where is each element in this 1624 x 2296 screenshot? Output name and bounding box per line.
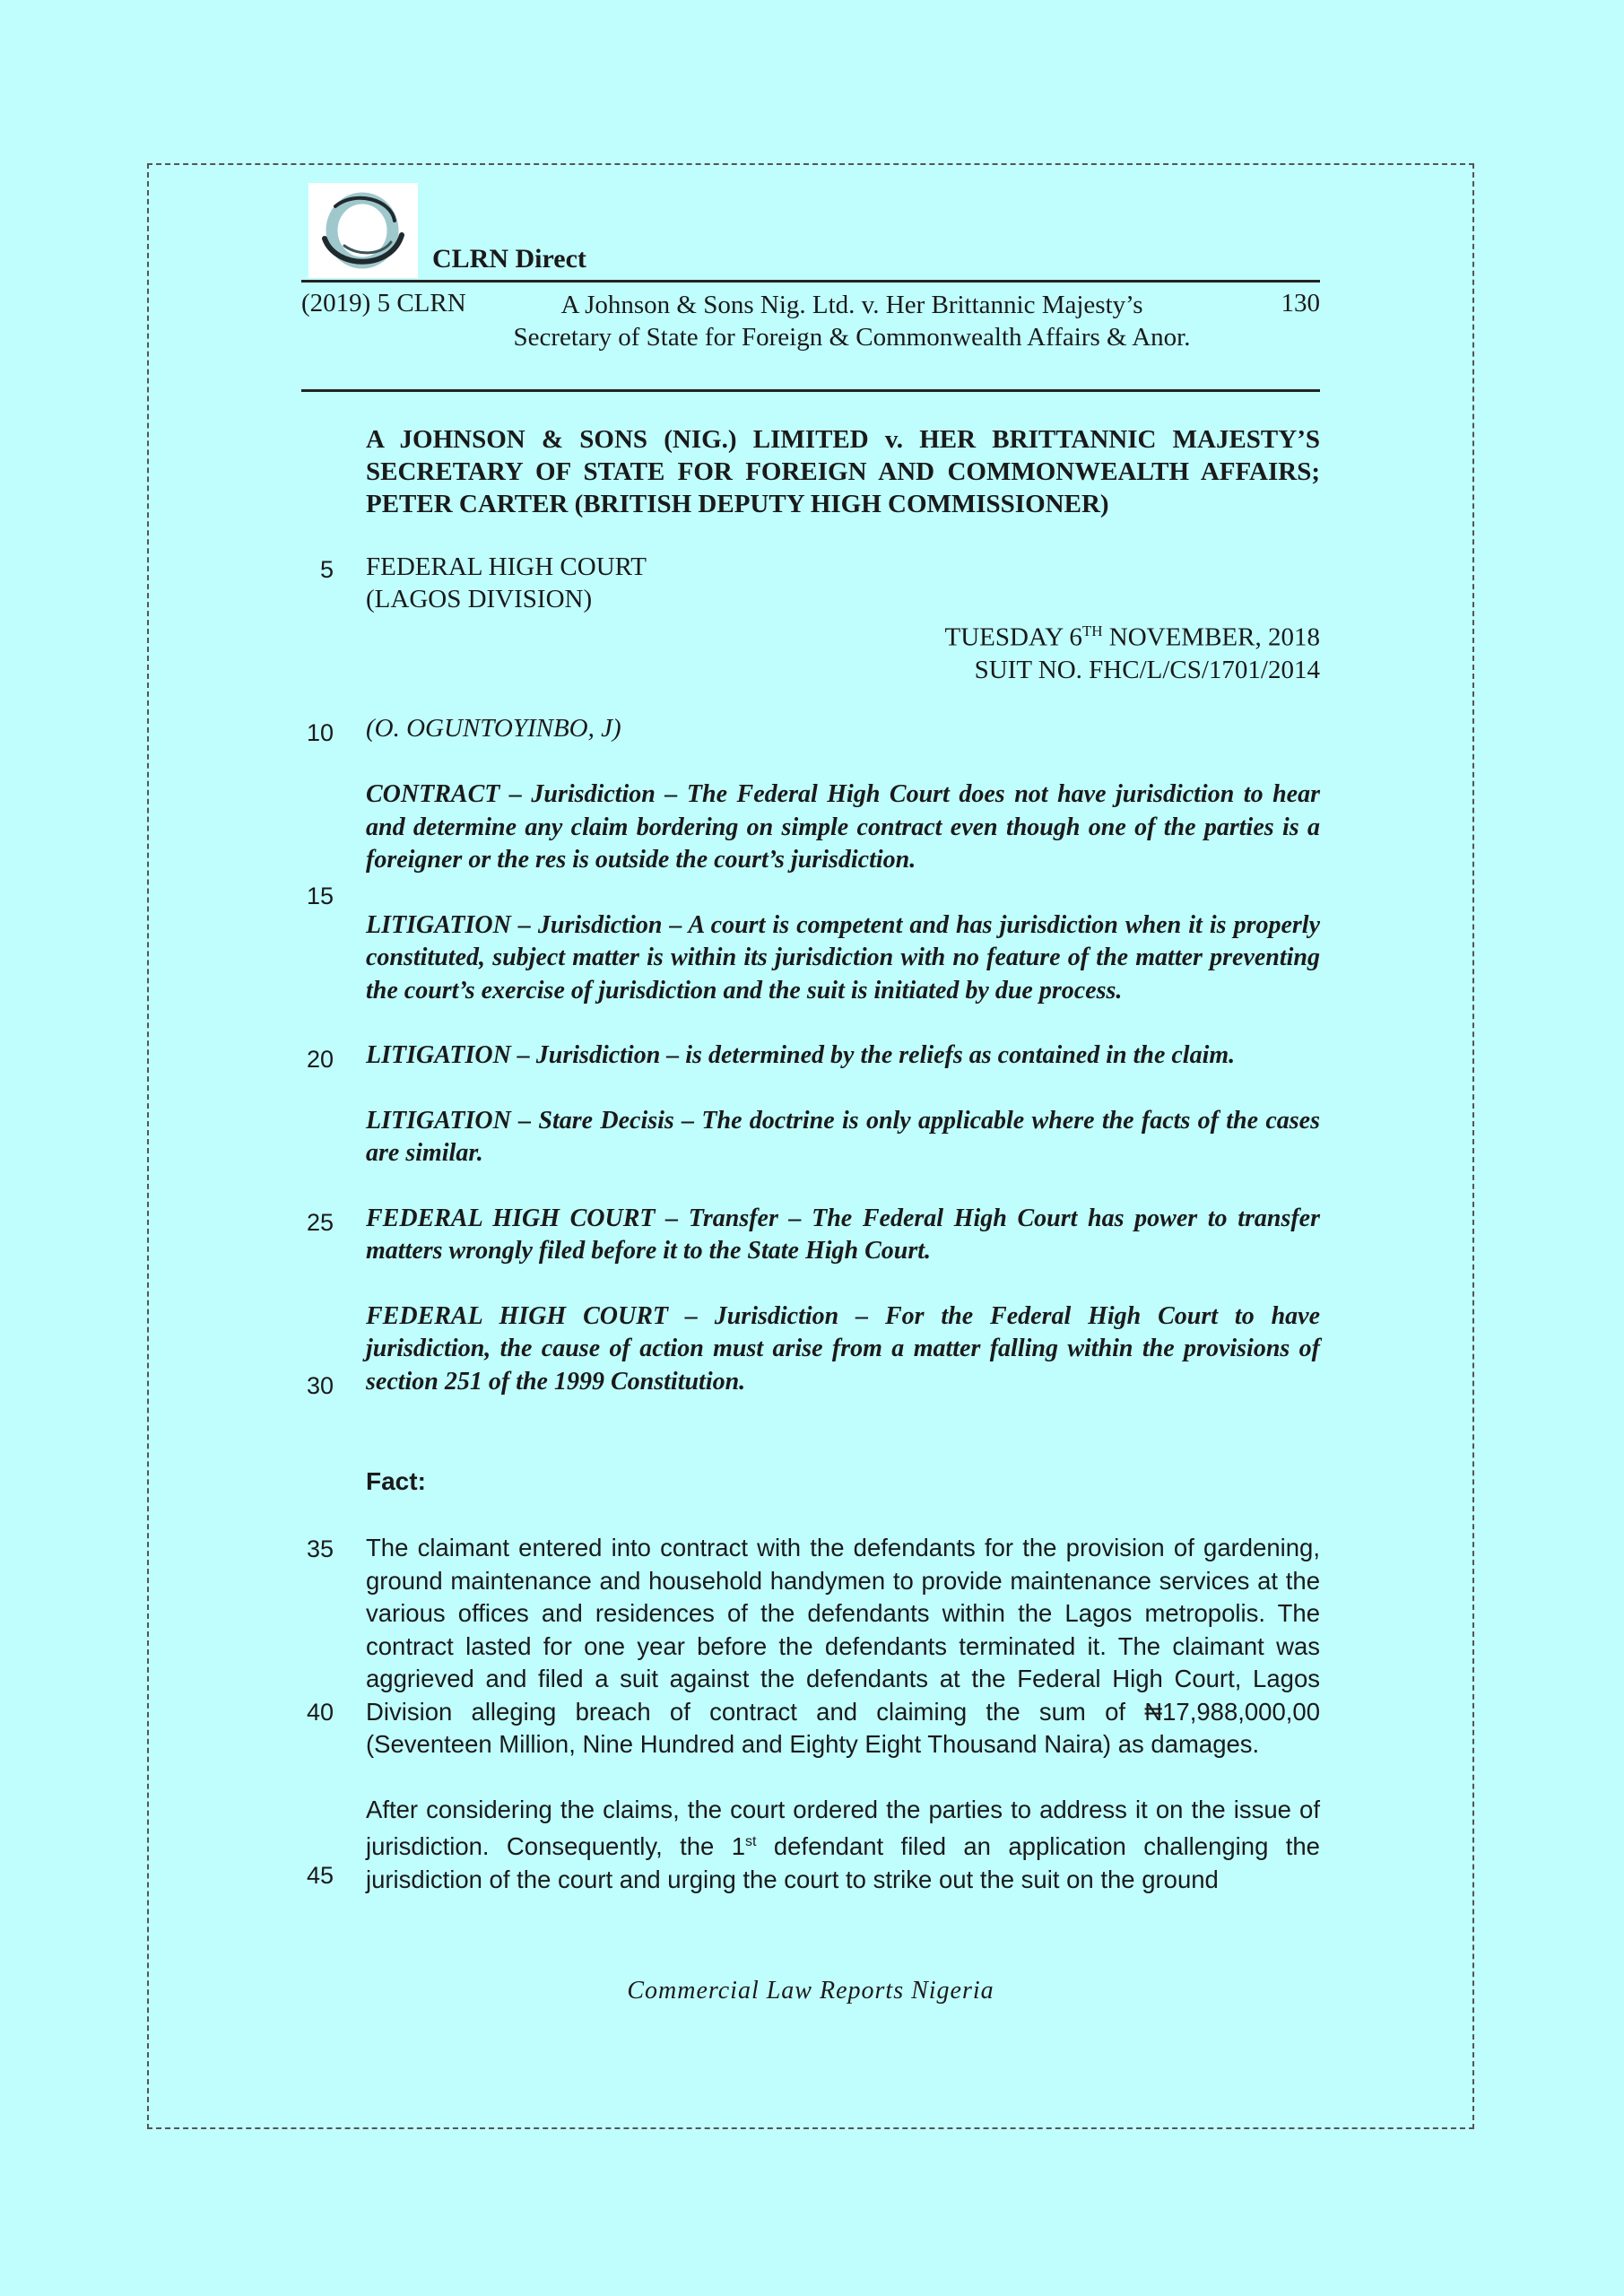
date-block xyxy=(717,615,1320,686)
court-name xyxy=(366,551,647,615)
holding-item: LITIGATION – Stare Decisis – The doctrine is only applicable where the facts of the cases are similar. xyxy=(366,1106,1320,1167)
header-rule-top xyxy=(301,280,1320,283)
case-title: A JOHNSON & SONS (NIG.) LIMITED v. HER BRITTANNIC MAJESTY’S SECRETARY OF STATE FOR FOREIGN AND COMMONWEALTH AFFAIRS; PETER CARTER (BRITISH DEPUTY HIGH COMMISSIONER) xyxy=(366,425,1320,518)
judgment-date xyxy=(717,615,1320,654)
line-number: 40 xyxy=(306,1699,334,1726)
report-citation: (2019) 5 CLRN xyxy=(301,289,466,317)
line-number: 45 xyxy=(306,1862,334,1889)
suit-number: SUIT NO. FHC/L/CS/1701/2014 xyxy=(974,655,1320,684)
holding-item: FEDERAL HIGH COURT – Transfer – The Federal High Court has power to transfer matters wrongly filed before it to the State High Court. xyxy=(366,1204,1320,1265)
facts-paragraph-2-start: After considering the claims, the court ordered the parties to address it on the issue of jurisdiction. Consequently, the 1 xyxy=(366,1795,1320,1861)
line-number: 5 xyxy=(319,556,334,583)
running-header-title xyxy=(448,289,1255,353)
brand-name: CLRN Direct xyxy=(432,244,586,274)
court-line-1: FEDERAL HIGH COURT xyxy=(366,552,647,581)
line-number: 30 xyxy=(306,1372,334,1399)
date-superscript: TH xyxy=(1081,622,1103,639)
facts-paragraph-2-end: defendant filed an application challenging the jurisdiction of the court and urging the court to strike out the suit on the ground xyxy=(366,1832,1320,1893)
court-line-2: (LAGOS DIVISION) xyxy=(366,585,593,613)
judge-name: (O. OGUNTOYINBO, J) xyxy=(366,714,621,743)
line-number: 25 xyxy=(306,1209,334,1236)
line-number: 10 xyxy=(306,719,334,746)
publication-footer: Commercial Law Reports Nigeria xyxy=(627,1977,994,2005)
holding-item: LITIGATION – Jurisdiction – is determined by the reliefs as contained in the claim. xyxy=(366,1041,1236,1069)
holding-item: FEDERAL HIGH COURT – Jurisdiction – For the Federal High Court to have jurisdiction, the cause of action must arise from a matter falling within the provisions of section 251 of the 1999 Constitution. xyxy=(366,1301,1320,1396)
header-rule-bottom xyxy=(301,389,1320,392)
date-prefix: TUESDAY 6 xyxy=(944,622,1082,652)
holding-item: LITIGATION – Jurisdiction – A court is competent and has jurisdiction when it is properly constituted, subject matter is within its jurisdiction with no feature of the matter preventing the court’s exercise of jurisdiction and the suit is initiated by due process. xyxy=(366,910,1320,1004)
clrn-logo-icon xyxy=(308,183,418,278)
ordinal-superscript: st xyxy=(745,1834,757,1849)
page-number: 130 xyxy=(1281,289,1320,317)
facts-paragraph-1: The claimant entered into contract with the defendants for the provision of gardening, ground maintenance and household handymen to provide maintenance services at the various offices and residences of the defendants within the Lagos metropolis. The contract lasted for one year before the defendants terminated it. The claimant was aggrieved and filed a suit against the defendants at the Federal High Court, Lagos Division alleging breach of contract and claiming the sum of ₦17,988,000,00 (Seventeen Million, Nine Hundred and Eighty Eight Thousand Naira) as damages. xyxy=(366,1534,1320,1758)
facts-body xyxy=(366,1532,1320,1928)
holding-item: CONTRACT – Jurisdiction – The Federal High Court does not have jurisdiction to hear and determine any claim bordering on simple contract even though one of the parties is a foreigner or the res is outside the court’s jurisdiction. xyxy=(366,780,1320,874)
facts-heading: Fact: xyxy=(366,1467,426,1495)
line-number: 35 xyxy=(306,1535,334,1562)
date-suffix: NOVEMBER, 2018 xyxy=(1102,622,1320,652)
facts-paragraph-2 xyxy=(366,1794,1320,1897)
line-number: 20 xyxy=(306,1046,334,1073)
holdings-list xyxy=(366,778,1320,1431)
running-header-line-2: Secretary of State for Foreign & Commonwealth Affairs & Anor. xyxy=(513,323,1191,352)
running-header-line-1: A Johnson & Sons Nig. Ltd. v. Her Brittannic Majesty’s xyxy=(560,291,1143,319)
line-number: 15 xyxy=(306,883,334,909)
